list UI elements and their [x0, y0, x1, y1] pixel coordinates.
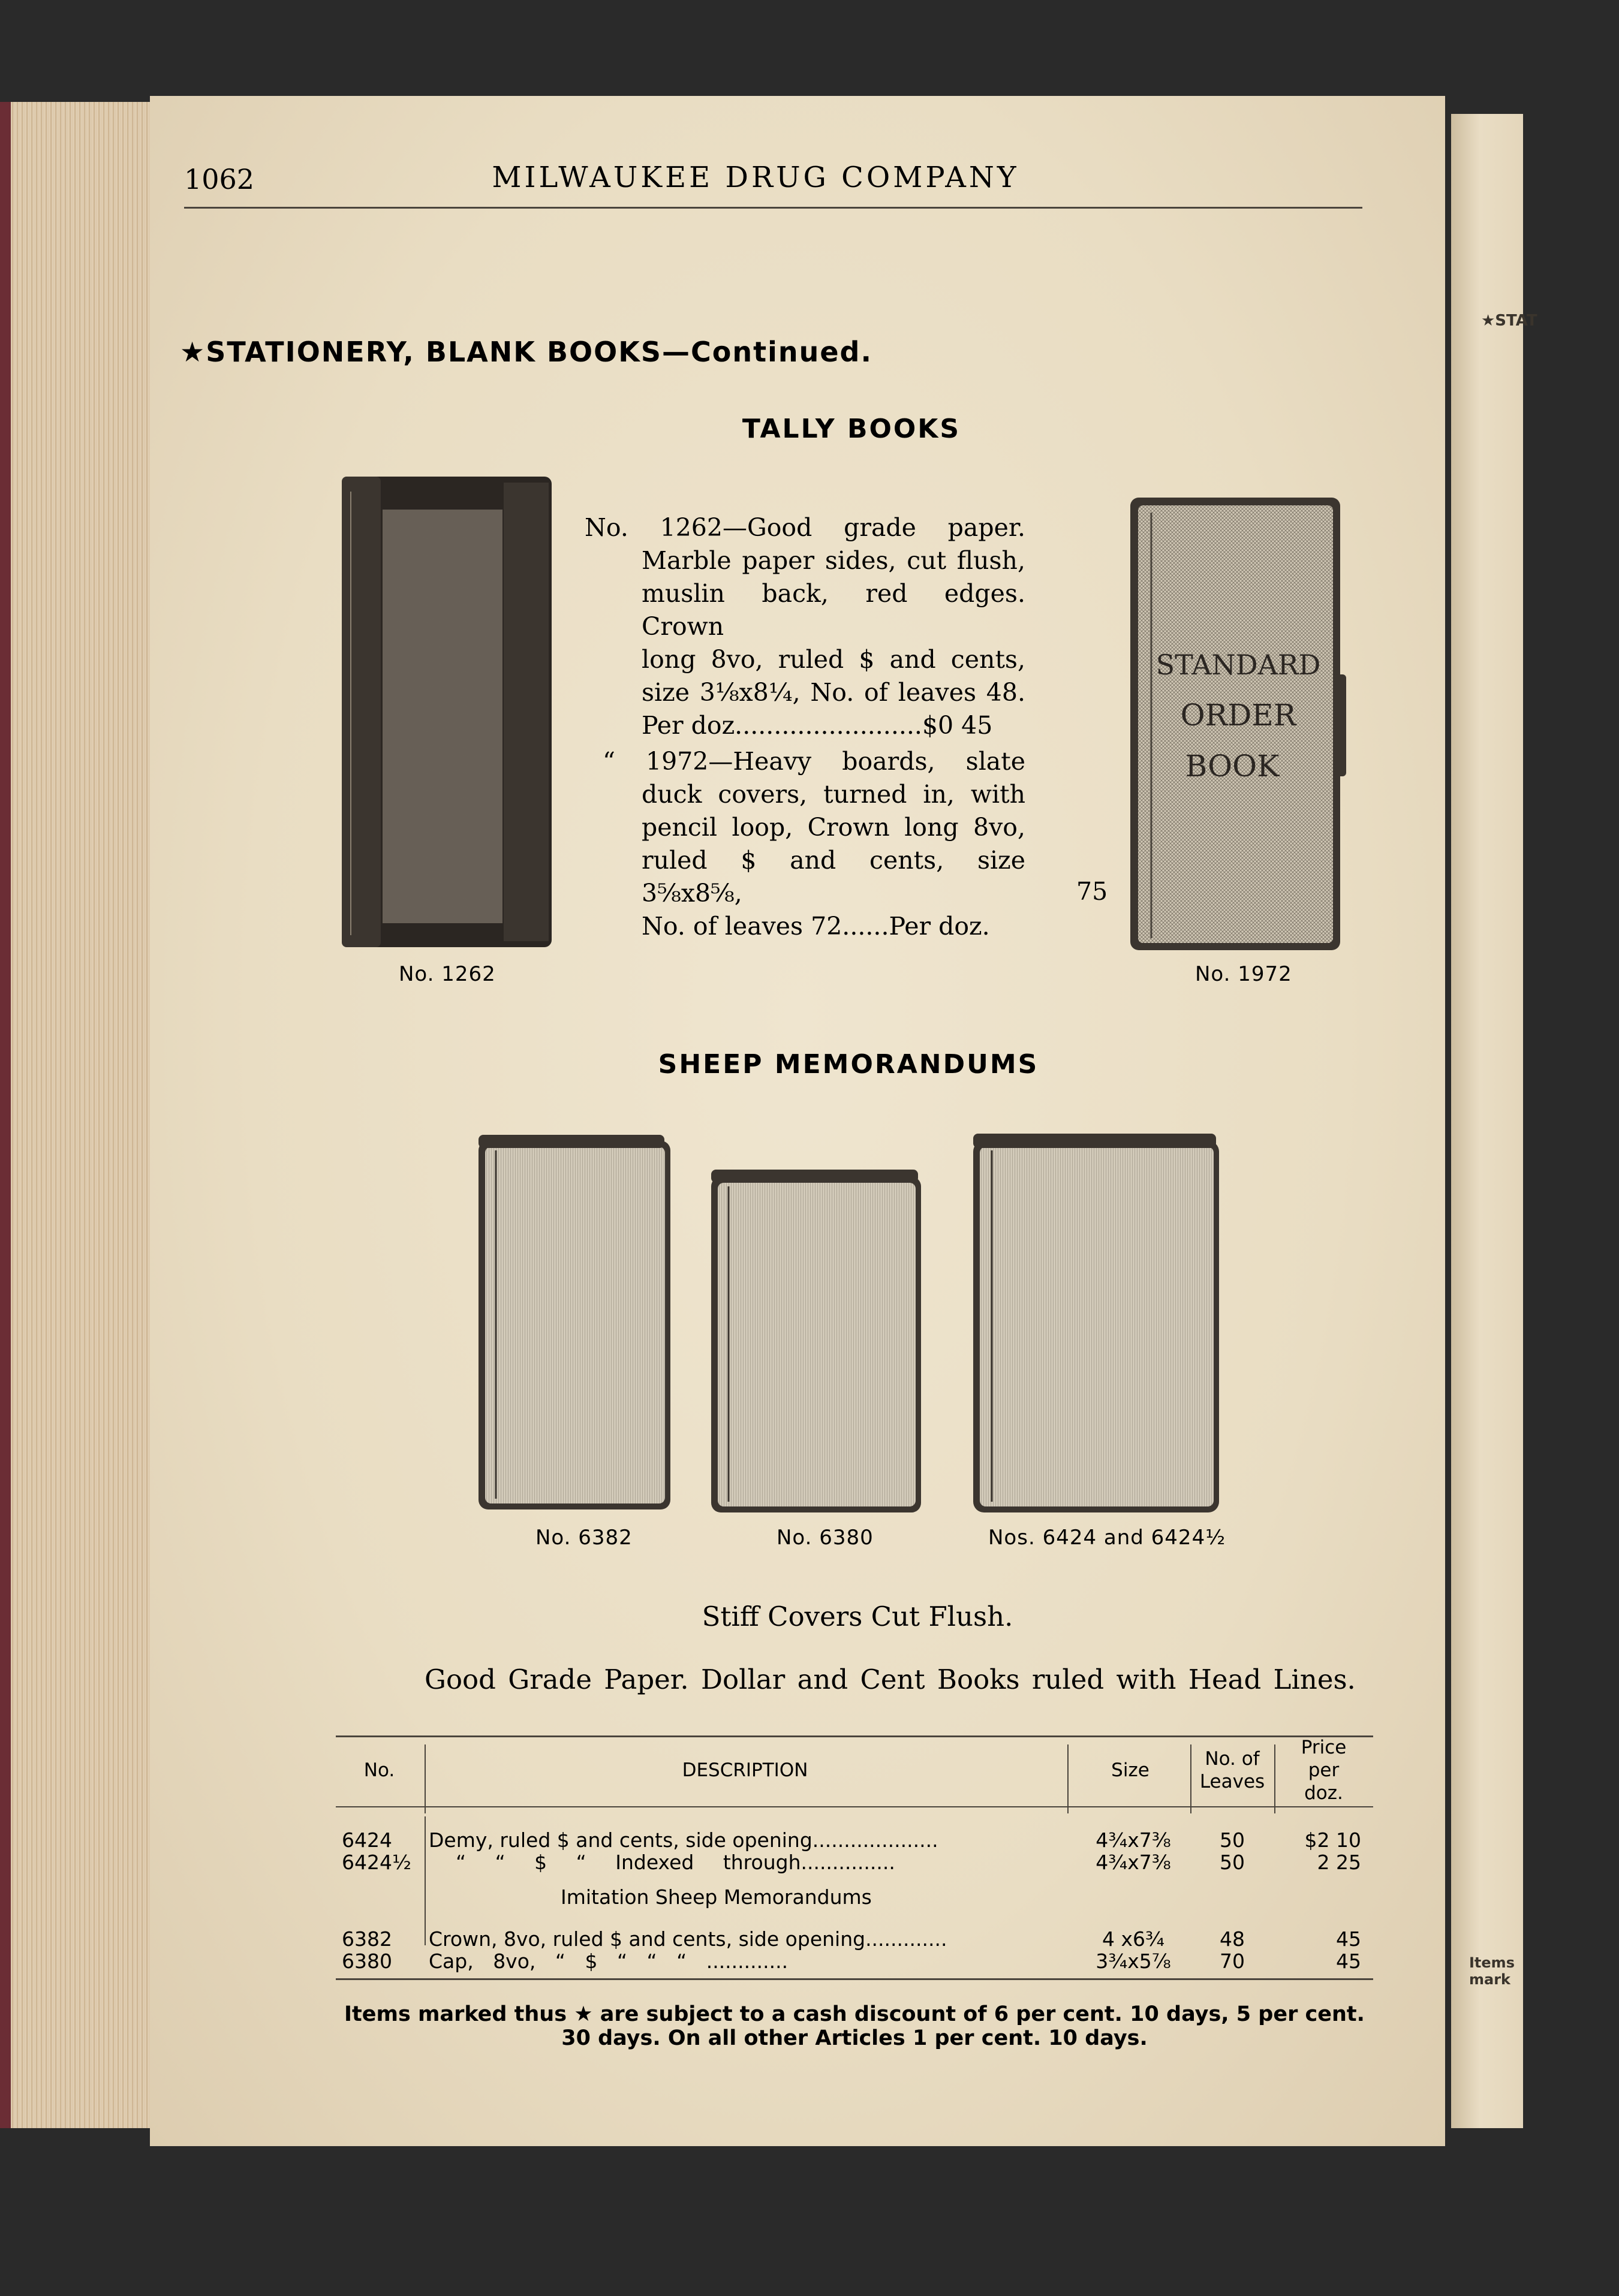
row-description: Cap, 8vo, “ $ “ “ “ .............	[429, 1950, 789, 1973]
desc-line: muslin back, red edges. Crown	[642, 579, 1025, 641]
discount-line-2: 30 days. On all other Articles 1 per cent. 10 days.	[561, 2026, 1148, 2050]
tally-books-title: TALLY BOOKS	[742, 414, 961, 444]
caption-1972: No. 1972	[1195, 962, 1292, 986]
col-header-price-line2: per	[1308, 1759, 1340, 1781]
col-header-price-line3: doz.	[1304, 1782, 1343, 1804]
caption-6382: No. 6382	[535, 1526, 633, 1550]
col-header-leaves	[1193, 1735, 1271, 1804]
tally-1972-description	[603, 745, 1025, 943]
desc-line: No. of leaves 72......Per doz.	[642, 912, 990, 941]
good-grade-note: Good Grade Paper. Dollar and Cent Books ruled with Head Lines.	[425, 1664, 1356, 1695]
row-size: 4¾x7⅜	[1096, 1851, 1171, 1874]
row-no: 6424½	[342, 1851, 411, 1874]
col-header-description: DESCRIPTION	[682, 1759, 808, 1781]
cover-word-book: BOOK	[1185, 749, 1280, 784]
col-header-leaves-line1: No. of	[1205, 1747, 1260, 1770]
table-row	[336, 1927, 1373, 1951]
col-header-leaves-line2: Leaves	[1199, 1770, 1265, 1792]
row-price: $2 10	[1304, 1828, 1361, 1852]
discount-line-1: Items marked thus ★ are subject to a cash discount of 6 per cent. 10 days, 5 per cent.	[344, 2002, 1365, 2026]
book-edge-left	[0, 102, 162, 2128]
desc-line: long 8vo, ruled $ and cents,	[642, 645, 1025, 674]
section-title: ★STATIONERY, BLANK BOOKS—Continued.	[180, 336, 872, 368]
cover-word-order: ORDER	[1180, 698, 1296, 733]
row-no: 6380	[342, 1950, 392, 1973]
row-description: Demy, ruled $ and cents, side opening....................	[429, 1828, 938, 1852]
row-leaves: 48	[1220, 1927, 1245, 1951]
row-leaves: 50	[1220, 1828, 1245, 1852]
table-subheading: Imitation Sheep Memorandums	[561, 1885, 872, 1909]
stiff-covers-note: Stiff Covers Cut Flush.	[702, 1601, 1013, 1632]
row-leaves: 50	[1220, 1851, 1245, 1874]
memo-6382-illustration	[477, 1130, 675, 1514]
caption-1262: No. 1262	[399, 962, 496, 986]
col-header-price-line1: Price	[1301, 1736, 1347, 1758]
row-price: 45	[1336, 1950, 1361, 1973]
facing-page-fragment-top: ★STAT	[1481, 312, 1537, 330]
table-bottom-rule	[336, 1978, 1373, 1980]
tally-1262-description	[585, 511, 1025, 742]
row-description: “ “ $ “ Indexed through...............	[456, 1851, 895, 1874]
col-header-no: No.	[363, 1759, 395, 1781]
header-rule	[184, 207, 1362, 209]
row-no: 6424	[342, 1828, 392, 1852]
row-size: 3¾x5⅞	[1096, 1950, 1171, 1973]
price-1972: 75	[1076, 877, 1108, 906]
sheep-memorandums-title: SHEEP MEMORANDUMS	[658, 1049, 1039, 1080]
page-number: 1062	[184, 163, 255, 195]
tally-book-1972-illustration	[1127, 495, 1355, 956]
facing-page-fragment-bottom: Items mark	[1469, 1954, 1515, 1988]
row-size: 4 x6¾	[1102, 1927, 1164, 1951]
col-divider	[1190, 1744, 1191, 1813]
desc-line: “ 1972—Heavy boards, slate	[603, 747, 1025, 776]
desc-price-line: Per doz........................$0 45	[642, 711, 993, 740]
memo-6424-illustration	[971, 1130, 1223, 1517]
tally-book-1262-illustration	[336, 474, 558, 953]
row-description: Crown, 8vo, ruled $ and cents, side opening.............	[429, 1927, 947, 1951]
table-row	[336, 1851, 1373, 1875]
col-divider	[1274, 1744, 1275, 1813]
row-size: 4¾x7⅜	[1096, 1828, 1171, 1852]
col-header-price	[1274, 1735, 1373, 1804]
row-no: 6382	[342, 1927, 392, 1951]
cover-word-standard: STANDARD	[1155, 649, 1321, 681]
memo-6380-illustration	[709, 1166, 925, 1517]
caption-6380: No. 6380	[777, 1526, 874, 1550]
desc-line: Marble paper sides, cut flush,	[642, 546, 1025, 575]
company-header: MILWAUKEE DRUG COMPANY	[492, 161, 1019, 194]
desc-line: size 3⅛x8¼, No. of leaves 48.	[642, 678, 1025, 707]
desc-line: duck covers, turned in, with	[642, 780, 1025, 809]
caption-6424: Nos. 6424 and 6424½	[988, 1526, 1226, 1550]
facing-page-edge	[1451, 114, 1537, 2128]
table-row	[336, 1950, 1373, 1973]
discount-footer	[336, 2002, 1373, 2050]
desc-line: No. 1262—Good grade paper.	[585, 513, 1025, 542]
row-leaves: 70	[1220, 1950, 1245, 1973]
desc-line: pencil loop, Crown long 8vo,	[642, 813, 1025, 842]
col-header-size: Size	[1111, 1759, 1149, 1781]
col-divider	[1067, 1744, 1069, 1813]
col-divider	[425, 1744, 426, 1813]
row-price: 45	[1336, 1927, 1361, 1951]
desc-line: ruled $ and cents, size 3⅝x8⅝,	[642, 846, 1025, 908]
row-price: 2 25	[1317, 1851, 1361, 1874]
table-row	[336, 1828, 1373, 1852]
